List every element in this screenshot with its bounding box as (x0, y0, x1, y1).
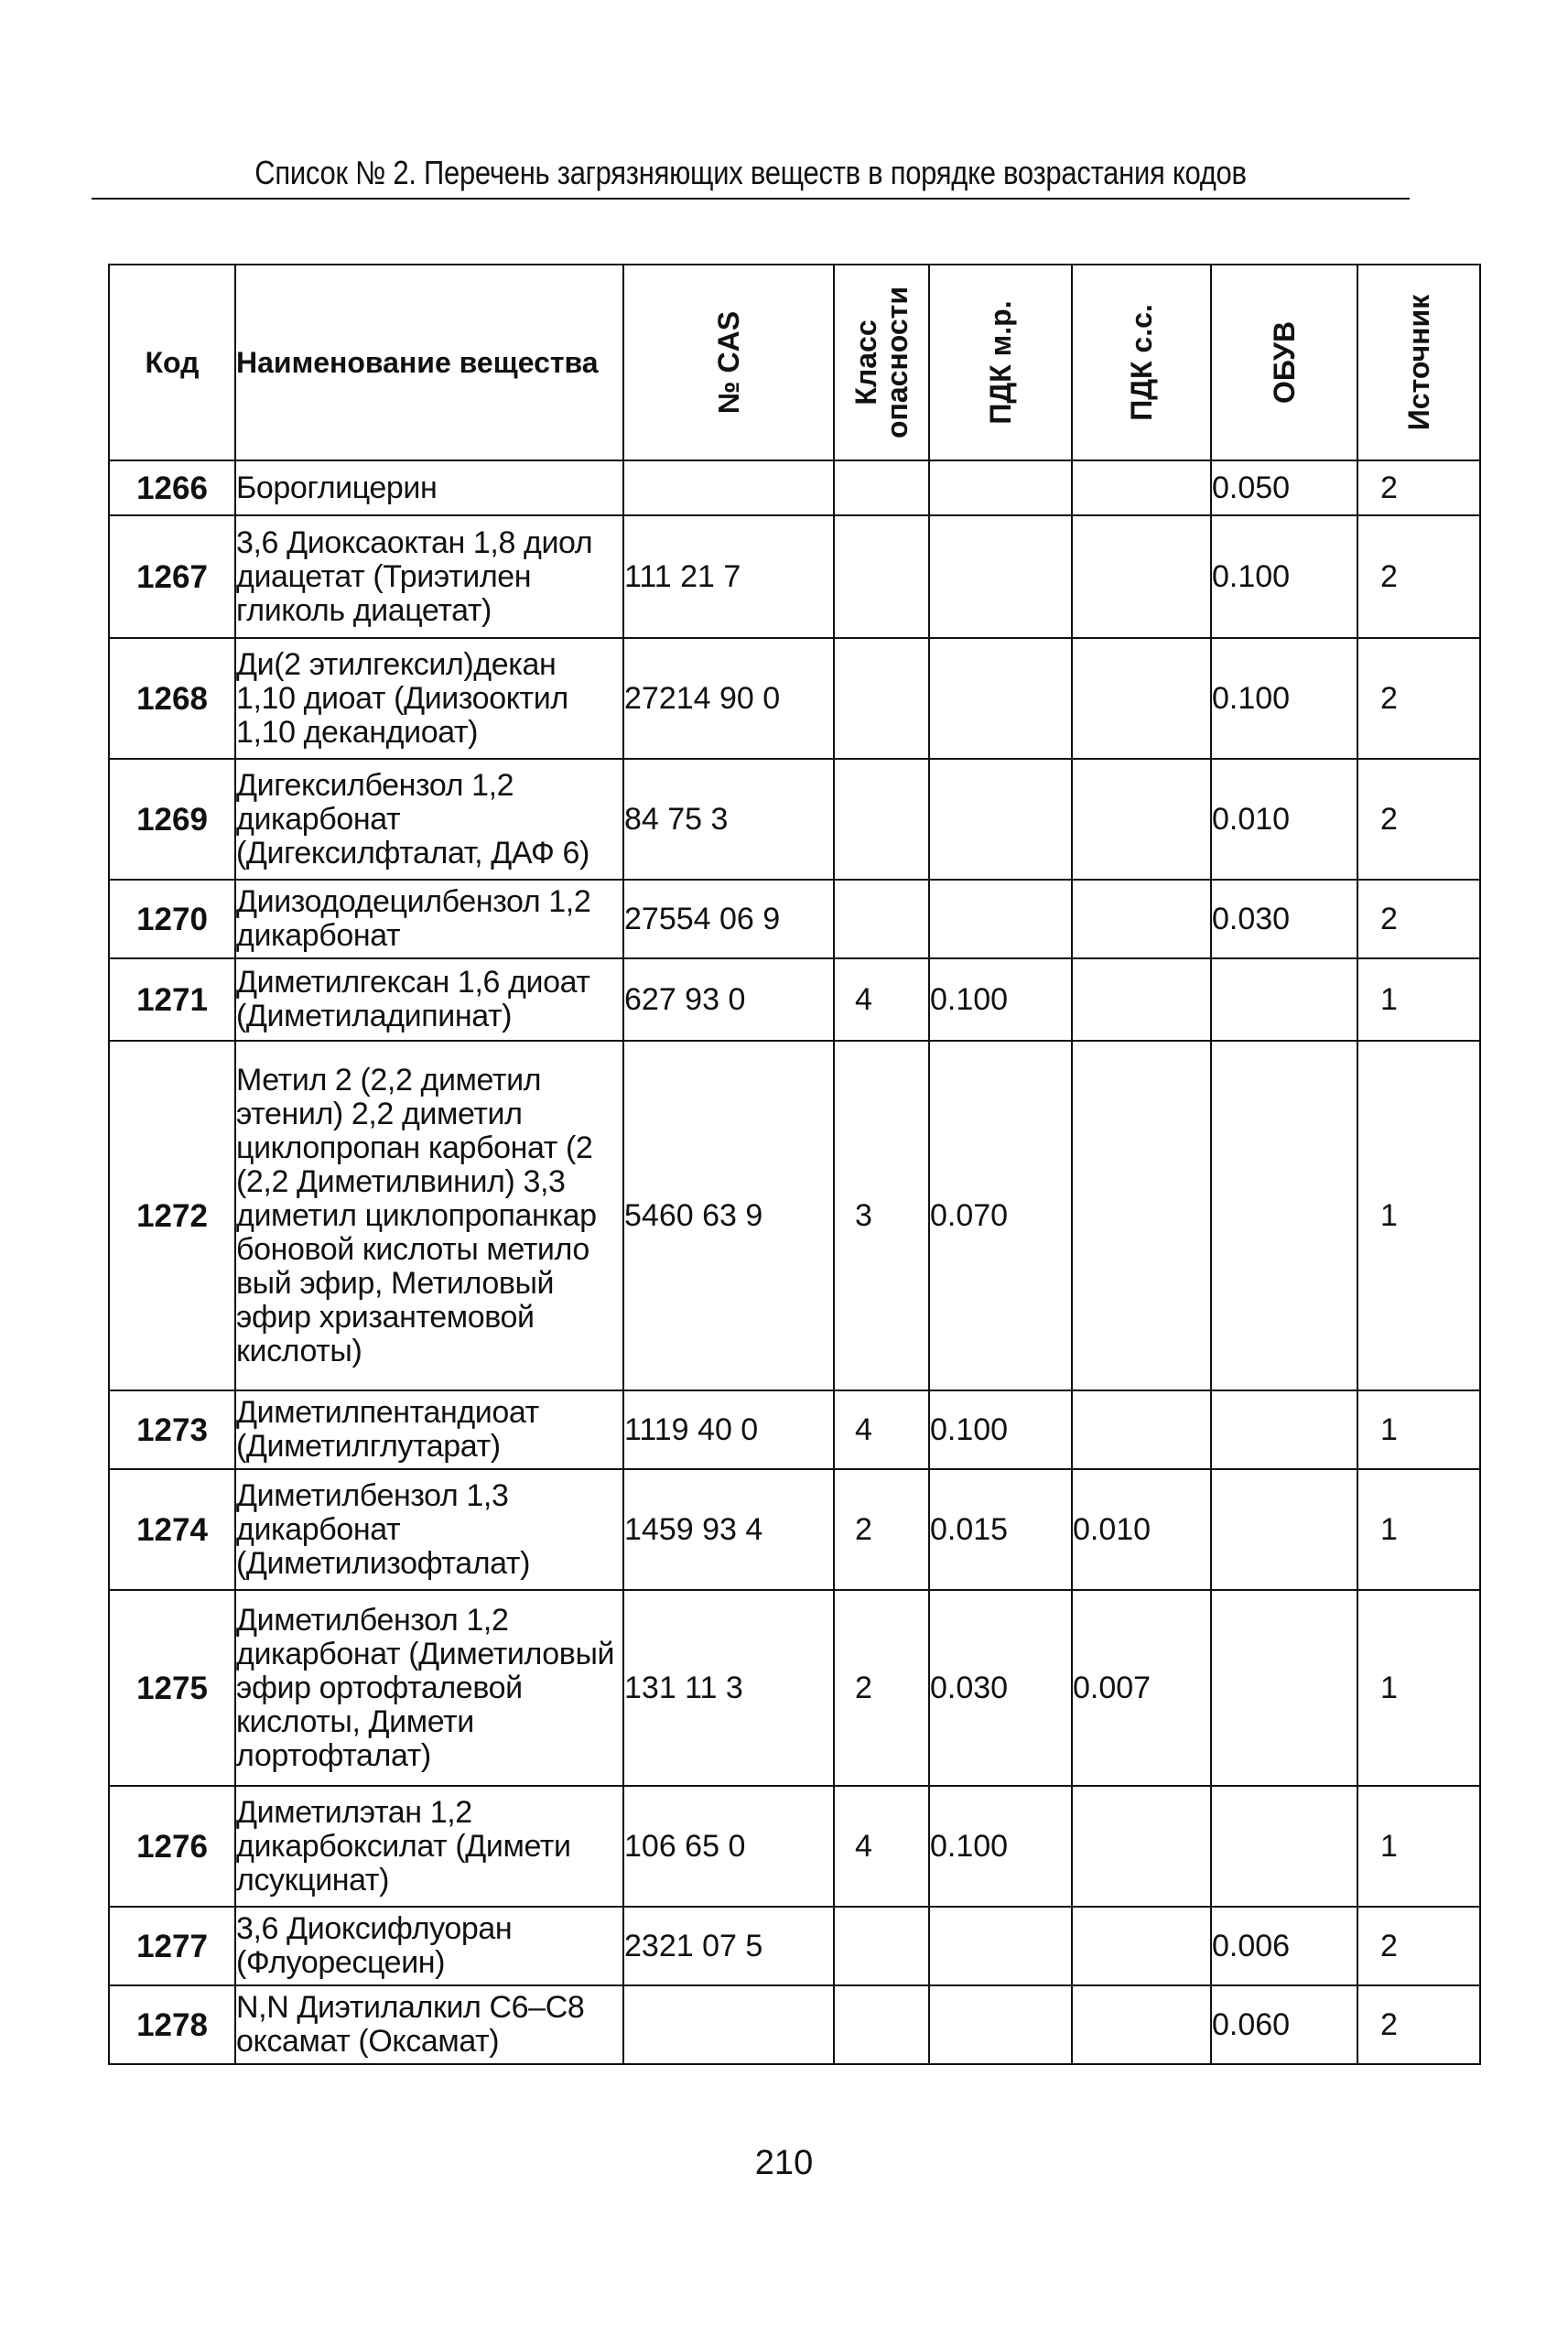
pdk-ss-cell (1072, 1786, 1211, 1907)
obuv-cell: 0.006 (1211, 1907, 1357, 1985)
obuv-cell (1211, 1786, 1357, 1907)
code-cell: 1270 (109, 880, 235, 958)
cas-number-cell (623, 1985, 834, 2064)
source-cell: 1 (1357, 1786, 1480, 1907)
pollutants-table (108, 264, 1481, 2065)
source-cell: 1 (1357, 1041, 1480, 1390)
pdk-mr-cell: 0.070 (929, 1041, 1072, 1390)
column-header-pdk-ss-label: ПДК с.с. (1125, 304, 1158, 421)
pdk-mr-cell (929, 1985, 1072, 2064)
obuv-cell (1211, 1390, 1357, 1469)
cas-number-cell: 2321 07 5 (623, 1907, 834, 1985)
pdk-ss-cell (1072, 880, 1211, 958)
hazard-class-cell: 4 (834, 1786, 929, 1907)
hazard-class-cell (834, 1985, 929, 2064)
hazard-class-cell: 4 (834, 958, 929, 1041)
pdk-ss-cell (1072, 759, 1211, 880)
cas-number-cell: 111 21 7 (623, 515, 834, 638)
pdk-mr-cell (929, 880, 1072, 958)
column-header-pdk-mr (929, 265, 1072, 460)
code-cell: 1275 (109, 1590, 235, 1786)
code-cell: 1278 (109, 1985, 235, 2064)
cas-number-cell: 627 93 0 (623, 958, 834, 1041)
pdk-ss-cell: 0.010 (1072, 1469, 1211, 1590)
pdk-mr-cell: 0.100 (929, 1390, 1072, 1469)
source-cell: 2 (1357, 638, 1480, 759)
table-row (109, 1985, 1480, 2064)
pdk-mr-cell (929, 515, 1072, 638)
column-header-pdk-ss (1072, 265, 1211, 460)
substance-name-cell: Диметилпентандиоат (Диметилглутарат) (235, 1390, 623, 1469)
hazard-class-cell (834, 880, 929, 958)
pdk-mr-cell: 0.100 (929, 1786, 1072, 1907)
pdk-mr-cell (929, 759, 1072, 880)
table-row (109, 1907, 1480, 1985)
obuv-cell (1211, 1590, 1357, 1786)
obuv-cell: 0.100 (1211, 638, 1357, 759)
code-cell: 1267 (109, 515, 235, 638)
source-cell: 2 (1357, 759, 1480, 880)
hazard-class-cell: 2 (834, 1469, 929, 1590)
substance-name-cell: Диметилэтан 1,2 дикарбоксилат (Димети лсукцинат) (235, 1786, 623, 1907)
code-cell: 1272 (109, 1041, 235, 1390)
pdk-mr-cell: 0.100 (929, 958, 1072, 1041)
cas-number-cell: 27554 06 9 (623, 880, 834, 958)
source-cell: 2 (1357, 460, 1480, 515)
cas-number-cell: 5460 63 9 (623, 1041, 834, 1390)
source-cell: 1 (1357, 958, 1480, 1041)
code-cell: 1268 (109, 638, 235, 759)
obuv-cell: 0.050 (1211, 460, 1357, 515)
obuv-cell: 0.060 (1211, 1985, 1357, 2064)
code-cell: 1269 (109, 759, 235, 880)
table-row (109, 515, 1480, 638)
source-cell: 2 (1357, 880, 1480, 958)
obuv-cell: 0.030 (1211, 880, 1357, 958)
substance-name-cell: 3,6 Диоксифлуоран (Флуоресцеин) (235, 1907, 623, 1985)
obuv-cell (1211, 1469, 1357, 1590)
table-row (109, 1469, 1480, 1590)
cas-number-cell: 1459 93 4 (623, 1469, 834, 1590)
obuv-cell: 0.100 (1211, 515, 1357, 638)
table-row (109, 1786, 1480, 1907)
page-title: Список № 2. Перечень загрязняющих веществ в порядке возрастания кодов (254, 154, 1247, 191)
pdk-mr-cell (929, 1907, 1072, 1985)
hazard-class-cell (834, 759, 929, 880)
pdk-ss-cell (1072, 1390, 1211, 1469)
pdk-ss-cell (1072, 515, 1211, 638)
obuv-cell: 0.010 (1211, 759, 1357, 880)
substance-name-cell: 3,6 Диоксаоктан 1,8 диол диацетат (Триэтилен гликоль диацетат) (235, 515, 623, 638)
source-cell: 1 (1357, 1590, 1480, 1786)
substance-name-cell: Диметилгексан 1,6 диоат (Диметиладипинат) (235, 958, 623, 1041)
pdk-mr-cell: 0.015 (929, 1469, 1072, 1590)
cas-number-cell: 84 75 3 (623, 759, 834, 880)
hazard-class-cell (834, 638, 929, 759)
column-header-pdk-mr-label: ПДК м.р. (984, 300, 1017, 425)
column-header-name: Наименование вещества (235, 265, 623, 460)
pdk-ss-cell (1072, 1985, 1211, 2064)
column-header-source (1357, 265, 1480, 460)
table-row (109, 880, 1480, 958)
substance-name-cell: Бороглицерин (235, 460, 623, 515)
cas-number-cell (623, 460, 834, 515)
source-cell: 2 (1357, 515, 1480, 638)
substance-name-cell: Ди(2 этилгексил)декан 1,10 диоат (Диизооктил 1,10 декандиоат) (235, 638, 623, 759)
pdk-ss-cell (1072, 1041, 1211, 1390)
pdk-mr-cell (929, 638, 1072, 759)
obuv-cell (1211, 958, 1357, 1041)
column-header-obuv (1211, 265, 1357, 460)
table-row (109, 1041, 1480, 1390)
table-row (109, 1590, 1480, 1786)
page-number: 210 (754, 2144, 814, 2182)
hazard-class-cell: 3 (834, 1041, 929, 1390)
table-row (109, 759, 1480, 880)
substance-name-cell: Метил 2 (2,2 диметил этенил) 2,2 диметил циклопропан карбонат (2 (2,2 Диметилвинил) 3,3 диметил циклопропанкар боновой кислоты метило вый эфир, Метиловый эфир хризантемовой кислоты) (235, 1041, 623, 1390)
code-cell: 1276 (109, 1786, 235, 1907)
cas-number-cell: 27214 90 0 (623, 638, 834, 759)
pdk-ss-cell (1072, 958, 1211, 1041)
table-body (109, 460, 1480, 2064)
code-cell: 1266 (109, 460, 235, 515)
hazard-class-cell: 2 (834, 1590, 929, 1786)
source-cell: 2 (1357, 1985, 1480, 2064)
pdk-ss-cell (1072, 638, 1211, 759)
substance-name-cell: Диметилбензол 1,3 дикарбонат (Диметилизофталат) (235, 1469, 623, 1590)
column-header-hazard-class (834, 265, 929, 460)
table-row (109, 460, 1480, 515)
column-header-obuv-label: ОБУВ (1268, 320, 1301, 405)
cas-number-cell: 131 11 3 (623, 1590, 834, 1786)
table-row (109, 638, 1480, 759)
obuv-cell (1211, 1041, 1357, 1390)
pdk-mr-cell: 0.030 (929, 1590, 1072, 1786)
source-cell: 2 (1357, 1907, 1480, 1985)
code-cell: 1271 (109, 958, 235, 1041)
code-cell: 1273 (109, 1390, 235, 1469)
column-header-source-label: Источник (1402, 294, 1435, 431)
hazard-class-cell (834, 515, 929, 638)
hazard-class-cell: 4 (834, 1390, 929, 1469)
table-row (109, 1390, 1480, 1469)
pdk-mr-cell (929, 460, 1072, 515)
pdk-ss-cell (1072, 1907, 1211, 1985)
code-cell: 1274 (109, 1469, 235, 1590)
code-cell: 1277 (109, 1907, 235, 1985)
column-header-code: Код (109, 265, 235, 460)
table-header-row (109, 265, 1480, 460)
table-row (109, 958, 1480, 1041)
substance-name-cell: Диметилбензол 1,2 дикарбонат (Диметиловый эфир ортофталевой кислоты, Димети лортофталат) (235, 1590, 623, 1786)
pdk-ss-cell (1072, 460, 1211, 515)
column-header-hazard-class-label: Класс опасности (849, 286, 914, 439)
substance-name-cell: N,N Диэтилалкил C6–C8 оксамат (Оксамат) (235, 1985, 623, 2064)
header-divider (92, 198, 1410, 200)
pdk-ss-cell: 0.007 (1072, 1590, 1211, 1786)
source-cell: 1 (1357, 1390, 1480, 1469)
hazard-class-cell (834, 1907, 929, 1985)
column-header-cas (623, 265, 834, 460)
cas-number-cell: 1119 40 0 (623, 1390, 834, 1469)
hazard-class-cell (834, 460, 929, 515)
source-cell: 1 (1357, 1469, 1480, 1590)
substance-name-cell: Дигексилбензол 1,2 дикарбонат (Дигексилфталат, ДАФ 6) (235, 759, 623, 880)
substance-name-cell: Диизододецилбензол 1,2 дикарбонат (235, 880, 623, 958)
cas-number-cell: 106 65 0 (623, 1786, 834, 1907)
column-header-cas-label: № CAS (712, 310, 745, 415)
